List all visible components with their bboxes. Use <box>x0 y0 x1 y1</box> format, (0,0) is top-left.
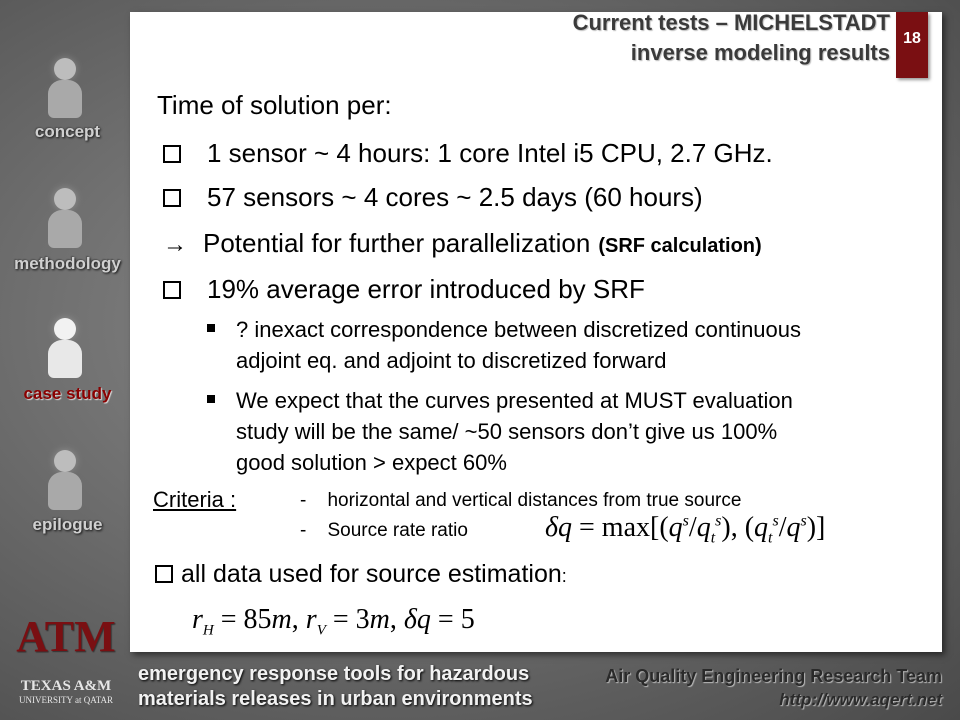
bullet-3-text: 19% average error introduced by SRF <box>207 274 645 304</box>
criteria-dash: - <box>300 520 307 541</box>
logo-mark: ATM <box>16 612 116 661</box>
sub-bullet-1-line2: adjoint eq. and adjoint to discretized forward <box>236 348 667 373</box>
arrow-item <box>163 228 762 259</box>
right-arrow-icon: → <box>163 231 187 258</box>
sub-bullet-2 <box>236 385 793 478</box>
slide-title-line1: Current tests – MICHELSTADT <box>572 10 890 35</box>
criteria-item-2 <box>300 520 468 542</box>
square-bullet-icon <box>207 395 215 403</box>
bullet-3 <box>163 274 645 305</box>
bullet-4-text: all data used for source estimation <box>181 560 562 588</box>
sidebar-item-concept[interactable]: concept <box>34 122 101 141</box>
content-heading: Time of solution per: <box>157 90 392 120</box>
criteria-2-text: Source rate ratio <box>327 520 468 541</box>
criteria-dash: - <box>300 490 307 511</box>
criteria-label: Criteria : <box>153 487 237 512</box>
methodology-figure-icon <box>42 188 90 250</box>
criteria-1-text: horizontal and vertical distances from true source <box>327 490 742 511</box>
logo-text-line2: UNIVERSITY at QATAR <box>19 695 113 705</box>
bullet-2 <box>163 182 703 213</box>
arrow-item-note: (SRF calculation) <box>598 235 762 257</box>
slide-number: 18 <box>896 12 928 78</box>
results-formula: $r_H = 85m$, $r_V = 3m$, δq = 5 <box>192 604 475 639</box>
source-rate-ratio-formula: $\delta q = \max[(q^s/q_t^s)$, $(q_t^s/q^s)$] <box>545 512 826 547</box>
criteria-item-1 <box>300 490 741 512</box>
sub-bullet-2-line1: We expect that the curves presented at MUST evaluation <box>236 388 793 413</box>
bullet-4 <box>155 560 567 589</box>
slide-title <box>573 8 890 68</box>
bullet-1 <box>163 138 773 169</box>
team-name: Air Quality Engineering Research Team <box>605 666 942 686</box>
sidebar-item-case-study[interactable]: case study <box>23 384 112 403</box>
team-url[interactable]: http://www.aqert.net <box>779 690 942 709</box>
checkbox-bullet-icon <box>155 565 173 583</box>
sidebar-item-methodology[interactable]: methodology <box>14 254 121 273</box>
sub-bullet-2-line3: good solution > expect 60% <box>236 450 507 475</box>
sub-bullet-2-line2: study will be the same/ ~50 sensors don’t give us 100% <box>236 419 778 444</box>
case-study-figure-icon <box>42 318 90 380</box>
bullet-2-text: 57 sensors ~ 4 cores ~ 2.5 days (60 hours) <box>207 182 703 212</box>
sub-bullet-1-line1: ? inexact correspondence between discretized continuous <box>236 317 802 342</box>
concept-figure-icon <box>42 58 90 120</box>
footer-tagline-line1: emergency response tools for hazardous <box>138 663 530 685</box>
arrow-item-text: Potential for further parallelization <box>203 228 591 258</box>
square-bullet-icon <box>207 324 215 332</box>
checkbox-bullet-icon <box>163 145 181 163</box>
sub-bullet-1 <box>236 314 801 376</box>
checkbox-bullet-icon <box>163 189 181 207</box>
logo-text-line1: TEXAS A&M <box>20 678 112 694</box>
bullet-1-text: 1 sensor ~ 4 hours: 1 core Intel i5 CPU, 2.7 GHz. <box>207 138 773 168</box>
bullet-4-colon: : <box>561 566 567 586</box>
footer-tagline <box>138 662 533 712</box>
footer-tagline-line2: materials releases in urban environments <box>138 688 533 710</box>
checkbox-bullet-icon <box>163 281 181 299</box>
sidebar-item-epilogue[interactable]: epilogue <box>32 515 103 534</box>
tamu-qatar-logo <box>10 612 122 705</box>
epilogue-figure-icon <box>42 450 90 512</box>
slide-title-line2: inverse modeling results <box>630 40 890 65</box>
